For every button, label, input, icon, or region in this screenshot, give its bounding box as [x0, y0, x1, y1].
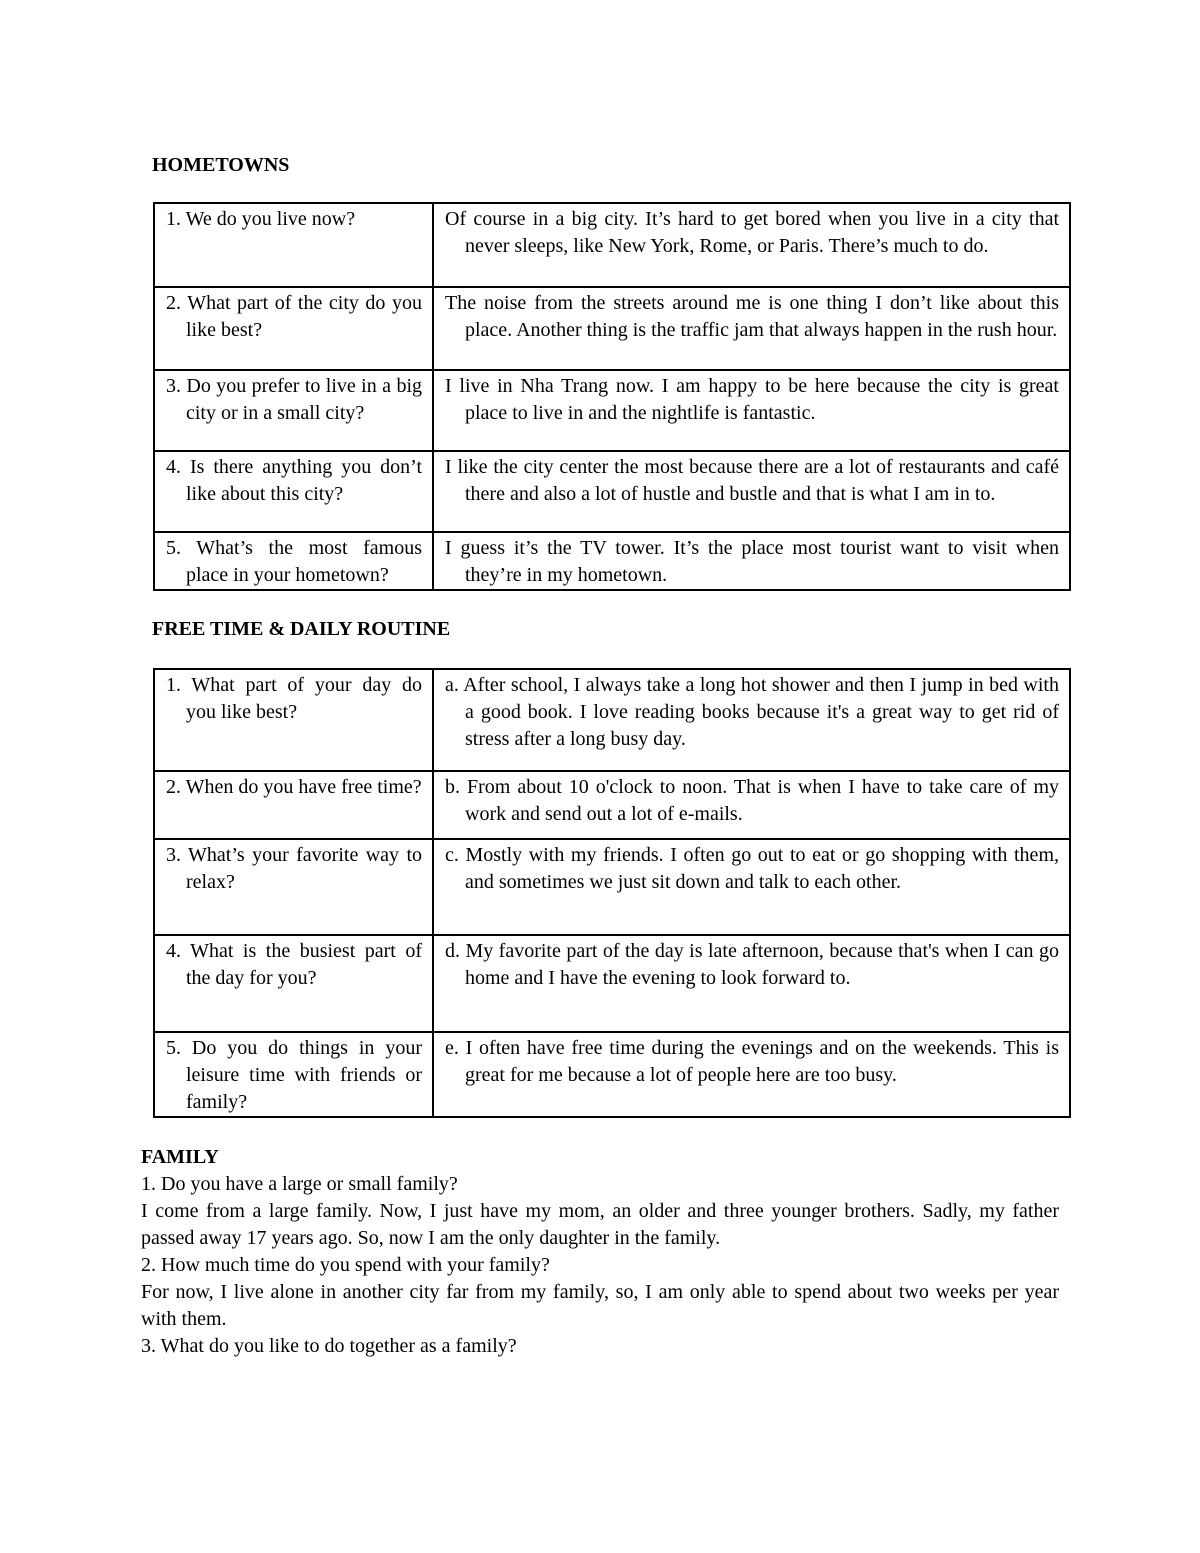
answer-text: I live in Nha Trang now. I am happy to be here because the city is great place to live in and the nightlife is fantastic. — [445, 375, 1059, 424]
question-text: 2. When do you have free time? — [166, 776, 422, 798]
answer-cell — [433, 1032, 1070, 1117]
answer-text: a. After school, I always take a long hot shower and then I jump in bed with a good book. I love reading books because it's a great way to get rid of stress after a long busy day. — [445, 674, 1059, 750]
question-cell — [154, 287, 433, 370]
free-time-heading: FREE TIME & DAILY ROUTINE — [152, 618, 451, 640]
question-text: 2. What part of the city do you like best? — [166, 292, 422, 341]
answer-cell — [433, 771, 1070, 839]
answer-text: Of course in a big city. It’s hard to get bored when you live in a city that never sleeps, like New York, Rome, or Paris. There’s much to do. — [445, 208, 1059, 257]
family-answer-1: I come from a large family. Now, I just have my mom, an older and three younger brothers. Sadly, my father passed away 17 years ago. So, now I am the only daughter in the family. — [141, 1200, 1059, 1249]
answer-cell — [433, 203, 1070, 287]
question-text: 5. Do you do things in your leisure time with friends or family? — [166, 1037, 422, 1113]
family-answer-2: For now, I live alone in another city far from my family, so, I am only able to spend about two weeks per year with them. — [141, 1281, 1059, 1330]
answer-text: I guess it’s the TV tower. It’s the place most tourist want to visit when they’re in my hometown. — [445, 537, 1059, 586]
question-text: 1. We do you live now? — [166, 208, 356, 230]
table-row — [154, 287, 1070, 370]
question-cell — [154, 771, 433, 839]
table-row — [154, 771, 1070, 839]
question-text: 4. What is the busiest part of the day for you? — [166, 940, 422, 989]
family-question-3: 3. What do you like to do together as a family? — [141, 1335, 517, 1357]
answer-text: b. From about 10 o'clock to noon. That is when I have to take care of my work and send out a lot of e-mails. — [445, 776, 1059, 825]
family-heading: FAMILY — [141, 1146, 219, 1168]
table-row — [154, 203, 1070, 287]
free-time-table — [153, 668, 1071, 1118]
answer-text: The noise from the streets around me is one thing I don’t like about this place. Another thing is the traffic jam that always happen in the rush hour. — [445, 292, 1059, 341]
question-text: 3. Do you prefer to live in a big city or in a small city? — [166, 375, 422, 424]
family-section — [141, 1144, 1059, 1360]
question-cell — [154, 935, 433, 1032]
question-cell — [154, 669, 433, 771]
question-cell — [154, 203, 433, 287]
question-cell — [154, 451, 433, 532]
answer-text: e. I often have free time during the evenings and on the weekends. This is great for me because a lot of people here are too busy. — [445, 1037, 1059, 1086]
family-question-2: 2. How much time do you spend with your family? — [141, 1254, 550, 1276]
question-text: 1. What part of your day do you like best? — [166, 674, 422, 723]
table-row — [154, 532, 1070, 590]
answer-cell — [433, 451, 1070, 532]
answer-text: I like the city center the most because there are a lot of restaurants and café there and also a lot of hustle and bustle and that is what I am in to. — [445, 456, 1059, 505]
table-row — [154, 669, 1070, 771]
answer-cell — [433, 370, 1070, 451]
table-row — [154, 935, 1070, 1032]
family-question-1: 1. Do you have a large or small family? — [141, 1173, 458, 1195]
table-row — [154, 370, 1070, 451]
hometowns-heading: HOMETOWNS — [152, 154, 290, 176]
answer-cell — [433, 669, 1070, 771]
table-row — [154, 1032, 1070, 1117]
question-text: 5. What’s the most famous place in your hometown? — [166, 537, 422, 586]
question-cell — [154, 532, 433, 590]
table-row — [154, 839, 1070, 935]
answer-text: c. Mostly with my friends. I often go out to eat or go shopping with them, and sometimes we just sit down and talk to each other. — [445, 844, 1059, 893]
question-cell — [154, 839, 433, 935]
answer-cell — [433, 935, 1070, 1032]
table-row — [154, 451, 1070, 532]
answer-text: d. My favorite part of the day is late afternoon, because that's when I can go home and I have the evening to look forward to. — [445, 940, 1059, 989]
answer-cell — [433, 839, 1070, 935]
question-cell — [154, 1032, 433, 1117]
answer-cell — [433, 532, 1070, 590]
question-text: 3. What’s your favorite way to relax? — [166, 844, 422, 893]
question-text: 4. Is there anything you don’t like about this city? — [166, 456, 422, 505]
hometowns-table — [153, 202, 1071, 591]
answer-cell — [433, 287, 1070, 370]
question-cell — [154, 370, 433, 451]
